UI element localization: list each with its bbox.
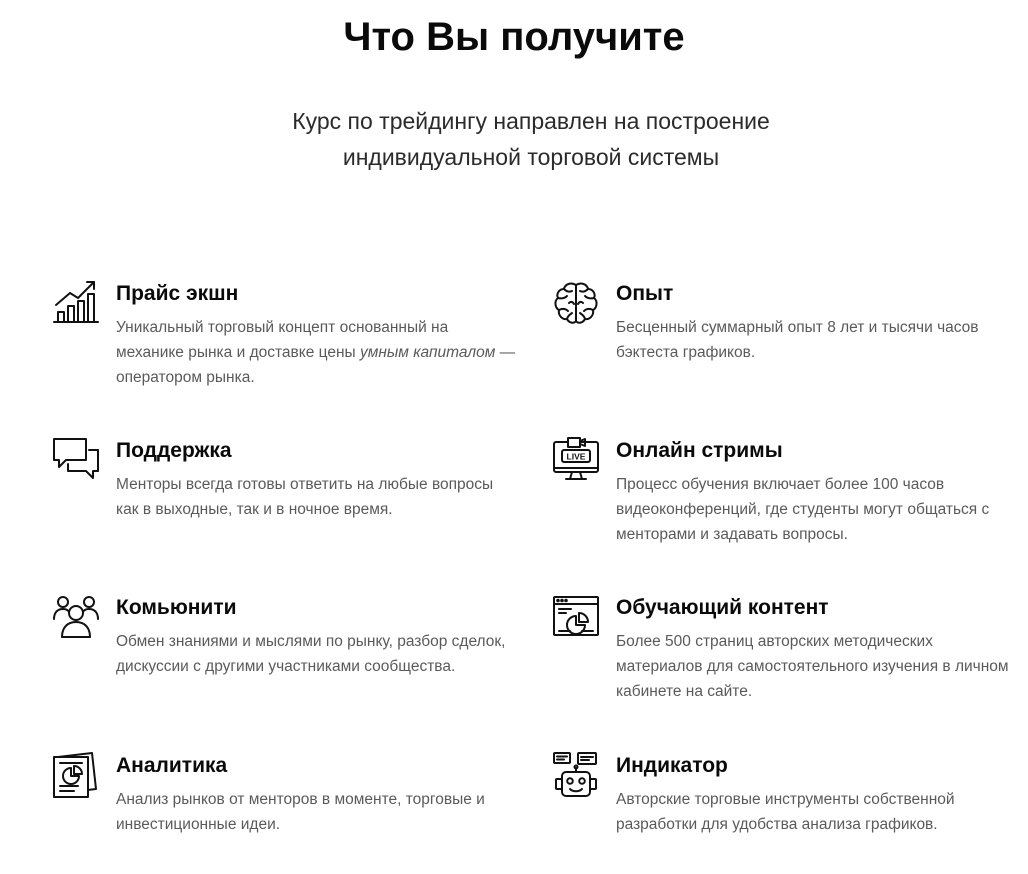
feature-title: Обучающий контент xyxy=(616,596,829,619)
growth-chart-icon xyxy=(52,279,100,327)
feature-title: Прайс экшн xyxy=(116,282,239,305)
community-users-icon xyxy=(52,593,100,641)
feature-description: Анализ рынков от менторов в моменте, торговые и инвестиционные идеи. xyxy=(116,791,485,833)
feature-description: Обмен знаниями и мыслями по рынку, разбор сделок, дискуссии с другими участниками сообщества. xyxy=(116,633,506,675)
feature-title: Поддержка xyxy=(116,439,232,462)
feature-title: Аналитика xyxy=(116,754,228,777)
feature-description-emphasis: умным капиталом xyxy=(359,344,496,361)
live-label: LIVE xyxy=(566,451,586,462)
section-title: Что Вы получите xyxy=(343,15,685,59)
section-subtitle: Курс по трейдингу направлен на построение индивидуальной торговой системы xyxy=(292,108,770,170)
feature-title: Индикатор xyxy=(616,754,728,777)
chat-bubbles-icon xyxy=(52,436,100,484)
feature-description: Более 500 страниц авторских методических материалов для самостоятельного изучения в личном кабинете на сайте. xyxy=(616,633,1009,700)
browser-content-icon xyxy=(552,593,600,641)
feature-description: Менторы всегда готовы ответить на любые вопросы как в выходные, так и в ночное время. xyxy=(116,476,494,518)
feature-title: Опыт xyxy=(616,282,674,305)
feature-title: Онлайн стримы xyxy=(616,439,783,462)
robot-indicator-icon xyxy=(552,751,600,799)
feature-description: Авторские торговые инструменты собственной разработки для удобства анализа графиков. xyxy=(616,791,955,833)
feature-description: Процесс обучения включает более 100 часов видеоконференций, где студенты могут общаться с менторами и задавать вопросы. xyxy=(616,476,990,543)
feature-description: Бесценный суммарный опыт 8 лет и тысячи часов бэктеста графиков. xyxy=(616,319,979,361)
feature-description: Уникальный торговый концепт основанный на механике рынка и доставке цены умным капиталом — оператором рынка. xyxy=(116,319,516,386)
brain-icon xyxy=(552,279,600,327)
feature-title: Комьюнити xyxy=(116,596,237,619)
live-stream-monitor-icon xyxy=(552,436,600,484)
analytics-report-icon xyxy=(52,751,100,799)
